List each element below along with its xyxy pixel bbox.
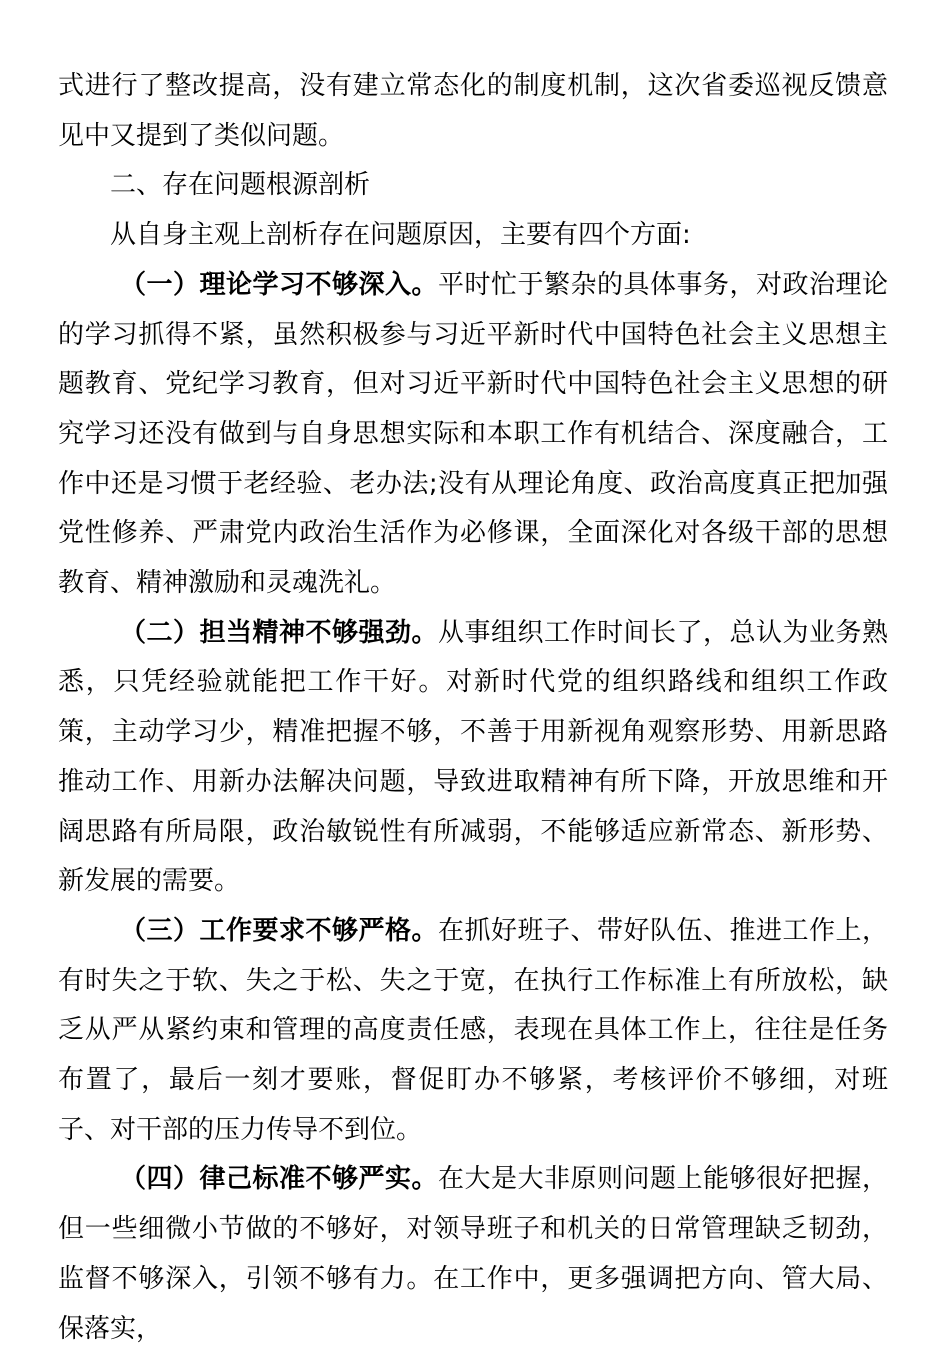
item-paragraph-3: [58, 907, 888, 1156]
item-paragraph-4: [58, 1155, 888, 1354]
item-body-1: 平时忙于繁杂的具体事务，对政治理论的学习抓得不紧，虽然积极参与习近平新时代中国特色社会主义思想主题教育、党纪学习教育，但对习近平新时代中国特色社会主义思想的研究学习还没有做到与自身思想实际和本职工作有机结合、深度融合，工作中还是习惯于老经验、老办法;没有从理论角度、政治高度真正把加强党性修养、严肃党内政治生活作为必修课，全面深化对各级干部的思想教育、精神激励和灵魂洗礼。: [58, 269, 888, 599]
item-lead-4: （四）律己标准不够严实。: [120, 1164, 438, 1195]
item-body-4: 在大是大非原则问题上能够很好把握，但一些细微小节做的不够好，对领导班子和机关的日常管理缺乏韧劲，监督不够深入，引领不够有力。在工作中，更多强调把方向、管大局、保落实，: [58, 1164, 888, 1344]
item-body-3: 在抓好班子、带好队伍、推进工作上，有时失之于软、失之于松、失之于宽，在执行工作标准上有所放松，缺乏从严从紧约束和管理的高度责任感，表现在具体工作上，往往是任务布置了，最后一刻才要账，督促盯办不够紧，考核评价不够细，对班子、对干部的压力传导不到位。: [58, 915, 888, 1145]
document-body: [58, 62, 888, 1354]
item-paragraph-1: [58, 261, 888, 609]
item-body-2: 从事组织工作时间长了，总认为业务熟悉，只凭经验就能把工作干好。对新时代党的组织路线和组织工作政策，主动学习少，精准把握不够，不善于用新视角观察形势、用新思路推动工作、用新办法解决问题，导致进取精神有所下降，开放思维和开阔思路有所局限，政治敏锐性有所减弱，不能够适应新常态、新形势、新发展的需要。: [58, 617, 888, 897]
item-lead-1: （一）理论学习不够深入。: [120, 269, 438, 300]
item-lead-3: （三）工作要求不够严格。: [120, 915, 438, 946]
item-lead-2: （二）担当精神不够强劲。: [120, 617, 438, 648]
section-heading: 二、存在问题根源剖析: [110, 170, 371, 201]
item-paragraph-2: [58, 609, 888, 907]
continued-paragraph: 式进行了整改提高，没有建立常态化的制度机制，这次省委巡视反馈意见中又提到了类似问题。: [58, 71, 888, 151]
intro-paragraph: 从自身主观上剖析存在问题原因，主要有四个方面:: [110, 220, 691, 251]
